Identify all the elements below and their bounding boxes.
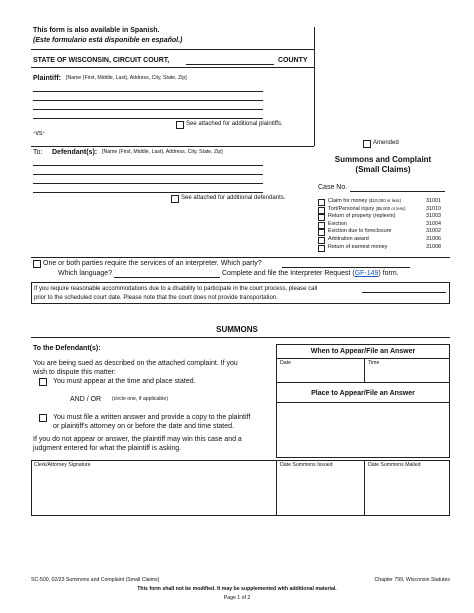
time-label: Time <box>368 360 380 366</box>
form-id: SC-500, 02/23 Summons and Complaint (Small Claims) <box>31 577 160 583</box>
clerk-signature-field[interactable] <box>33 470 273 514</box>
date-mailed-label: Date Summons Mailed <box>368 462 421 468</box>
spanish-notice: This form is also available in Spanish. <box>33 27 160 34</box>
which-language-label: Which language? <box>58 270 113 277</box>
defendant-line-3[interactable] <box>33 183 263 184</box>
court-divider <box>31 67 314 68</box>
claim-type-checkbox[interactable] <box>318 207 325 214</box>
vs-label: -vs- <box>33 130 45 137</box>
form-title-line2: (Small Claims) <box>355 165 411 174</box>
plaintiff-line-3[interactable] <box>33 109 263 110</box>
additional-defendants-label: See attached for additional defendants. <box>181 195 286 201</box>
amended-checkbox[interactable] <box>363 140 371 148</box>
answer-checkbox[interactable] <box>39 414 47 422</box>
amended-label: Amended <box>373 140 399 146</box>
summons-heading: SUMMONS <box>216 325 258 334</box>
answer-option-line1: You must file a written answer and provide a copy to the plaintiff <box>53 414 251 421</box>
appear-checkbox[interactable] <box>39 378 47 386</box>
date-mailed-field[interactable] <box>367 470 447 514</box>
case-no-label: Case No. <box>318 184 348 191</box>
additional-defendants-checkbox[interactable] <box>171 195 179 203</box>
claim-type-code: 31010 <box>426 206 441 212</box>
sued-line2: wish to dispute this matter: <box>33 369 116 376</box>
to-defendants-label: To the Defendant(s): <box>33 345 101 352</box>
circle-one-note: (circle one, if applicable) <box>112 396 168 402</box>
plaintiff-hint: [Name (First, Middle, Last), Address, City, State, Zip] <box>66 75 187 81</box>
date-time-divider <box>364 358 365 382</box>
plaintiff-line-1[interactable] <box>33 91 263 92</box>
modification-notice: This form shall not be modified. It may be supplemented with additional material. <box>137 586 337 592</box>
interpreter-checkbox[interactable] <box>33 260 41 268</box>
interpreter-question: One or both parties require the services of an interpreter. Which party? <box>43 260 262 267</box>
statute-reference: Chapter 799, Wisconsin Statutes <box>374 577 450 583</box>
claim-type-checkbox[interactable] <box>318 222 325 229</box>
claim-type-label: Return of earnest money <box>328 244 388 250</box>
claim-type-code: 31003 <box>426 213 441 219</box>
warning-line2: judgment entered for what the plaintiff is asking. <box>33 445 182 452</box>
and-or-label[interactable]: AND / OR <box>70 396 102 403</box>
county-label: COUNTY <box>278 57 308 64</box>
appear-time-field[interactable] <box>367 366 447 381</box>
signature-divider-1 <box>276 460 277 516</box>
clerk-signature-label: Clerk/Attorney Signature <box>34 462 91 468</box>
signature-divider-2 <box>364 460 365 516</box>
claim-type-label: Claim for money ($10,000 or less) <box>328 198 401 204</box>
claim-type-label: Tort/Personal injury ($5,000 or less) <box>328 206 406 212</box>
warning-line1: If you do not appear or answer, the plaintiff may win this case and a <box>33 436 242 443</box>
parties-divider <box>31 146 314 147</box>
claim-type-checkbox[interactable] <box>318 237 325 244</box>
summons-divider <box>31 337 450 338</box>
court-label: STATE OF WISCONSIN, CIRCUIT COURT, <box>33 57 170 64</box>
accommodation-line2: prior to the scheduled court date. Please note that the court does not provide transportation. <box>34 295 278 301</box>
to-label: To: <box>33 149 43 156</box>
defendant-line-1[interactable] <box>33 165 263 166</box>
appear-date-field[interactable] <box>279 366 361 381</box>
header-divider <box>31 49 314 50</box>
accommodation-line1: If you require reasonable accommodations due to a disability to participate in the court process, please call <box>34 286 318 292</box>
date-issued-label: Date Summons Issued <box>280 462 333 468</box>
claim-type-label: Eviction due to foreclosure <box>328 228 392 234</box>
claim-type-checkbox[interactable] <box>318 245 325 252</box>
answer-option-line2: or plaintiff's attorney on or before the date and time stated. <box>53 423 234 430</box>
date-issued-field[interactable] <box>279 470 361 514</box>
defendant-label: Defendant(s): <box>52 149 98 156</box>
defendant-line-2[interactable] <box>33 174 263 175</box>
plaintiff-line-4[interactable] <box>33 118 263 119</box>
page-number: Page 1 of 2 <box>223 595 251 601</box>
when-heading: When to Appear/File an Answer <box>310 348 416 355</box>
claim-type-label: Arbitration award <box>328 236 369 242</box>
when-divider <box>276 358 450 359</box>
sued-line1: You are being sued as described on the attached complaint. If you <box>33 360 238 367</box>
interpreter-top-divider <box>31 257 450 258</box>
case-no-field[interactable] <box>350 191 445 192</box>
place-heading: Place to Appear/File an Answer <box>311 390 415 397</box>
place-field[interactable] <box>279 405 447 455</box>
language-field[interactable] <box>114 277 220 278</box>
claim-type-code: 31001 <box>426 198 441 204</box>
claim-type-code: 31004 <box>426 221 441 227</box>
form-title-line1: Summons and Complaint <box>334 155 432 164</box>
plaintiff-line-2[interactable] <box>33 100 263 101</box>
claim-type-checkbox[interactable] <box>318 229 325 236</box>
plaintiff-label: Plaintiff: <box>33 75 61 82</box>
additional-plaintiffs-label: See attached for additional plaintiffs. <box>186 121 283 127</box>
claim-type-label: Eviction <box>328 221 347 227</box>
claim-type-checkbox[interactable] <box>318 214 325 221</box>
interpreter-instructions: Complete and file the Interpreter Request (GF-149) form. <box>222 270 399 277</box>
date-label: Date <box>280 360 291 366</box>
claim-type-code: 31008 <box>426 244 441 250</box>
accommodation-phone-field[interactable] <box>362 292 446 293</box>
interpreter-party-field[interactable] <box>282 267 410 268</box>
claim-type-label: Return of property (replevin) <box>328 213 396 219</box>
header-vertical-divider <box>314 27 315 146</box>
additional-plaintiffs-checkbox[interactable] <box>176 121 184 129</box>
place-divider <box>276 402 450 403</box>
place-top-divider <box>276 382 450 383</box>
gf-149-link[interactable]: GF-149 <box>354 270 379 277</box>
defendant-hint: [Name (First, Middle, Last), Address, City, State, Zip] <box>102 149 223 155</box>
appear-option: You must appear at the time and place stated. <box>53 378 196 385</box>
spanish-notice-es: (Este formulario está disponible en español.) <box>33 37 183 44</box>
defendant-line-4[interactable] <box>33 192 263 193</box>
claim-type-code: 31002 <box>426 228 441 234</box>
claim-type-checkbox[interactable] <box>318 199 325 206</box>
county-field[interactable] <box>186 64 274 65</box>
claim-type-code: 31006 <box>426 236 441 242</box>
